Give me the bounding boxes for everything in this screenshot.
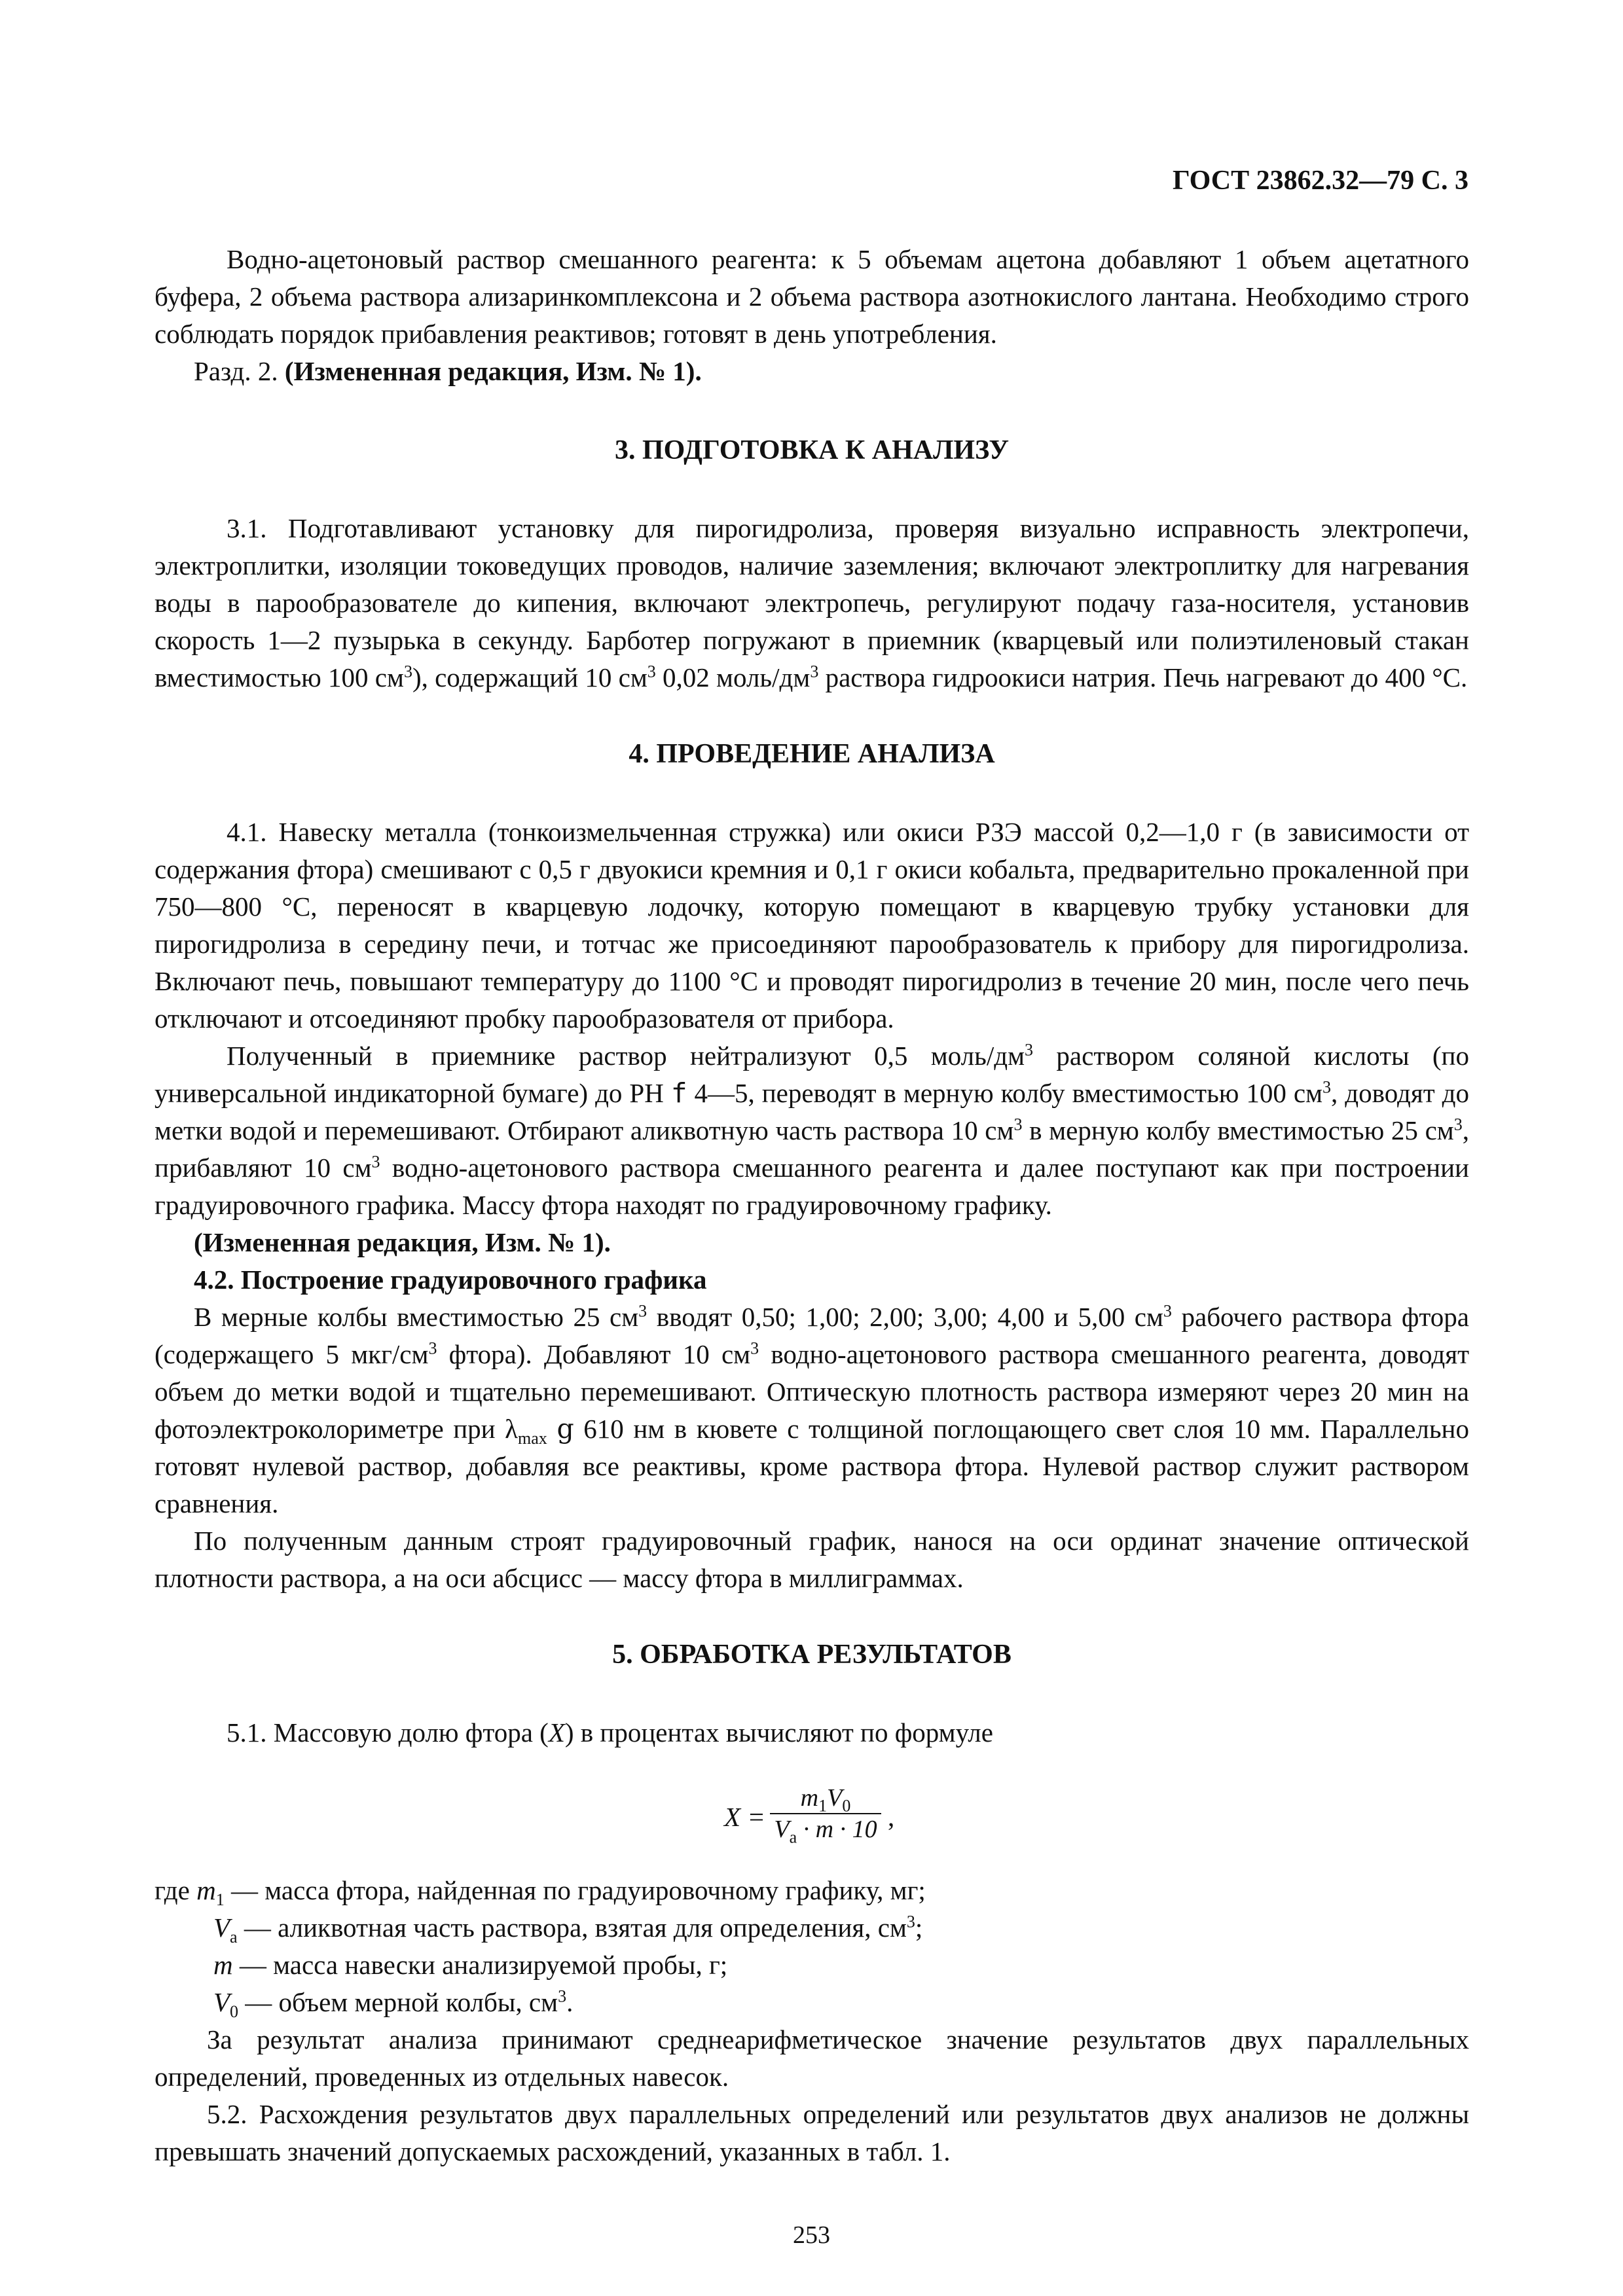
formula-lhs: X =	[724, 1802, 765, 1832]
definition-m: m — масса навески анализируемой пробы, г;	[213, 1950, 728, 1980]
mass-fraction-formula: X = $m_1V_0$ $V_а \cdot m \cdot 10$ ,	[724, 1784, 895, 1847]
definition-v0: $V_0$ — объем мерной колбы, $см^3$.	[213, 1986, 574, 2022]
section4-2-title: 4.2. Построение градуировочного графика	[194, 1265, 707, 1295]
section4-paragraph-2: Полученный в приемнике раствор нейтрализуют 0,5 моль/$дм^3$ раствором соляной кислоты (по универсальной индикаторной бумаге) до РН f 4—5, переводят в мерную колбу вместимостью 100 $см^3$, доводят до метки водой и перемешивают. Отбирают аликвотную часть раствора 10 $см^3$ в мерную колбу вместимостью 25 $см^3$, прибавляют 10 $см^3$ водно-ацетонового раствора смешанного реагента и далее поступают как при построении градуировочного графика. Массу фтора находят по градуировочному графику.	[155, 1040, 1470, 1220]
formula-fraction	[770, 1783, 881, 1847]
section4-2-paragraph-2: По полученным данным строят градуировочный график, нанося на оси ординат значение оптической плотности раствора, а на оси абсцисс — массу фтора в миллиграммах.	[155, 1526, 1469, 1593]
ph-symbol: f	[670, 1077, 687, 1109]
definition-m1: где $m_1$ — масса фтора, найденная по градуировочному графику, мг;	[155, 1875, 926, 1910]
formula-numerator: $m_1V_0$	[770, 1783, 881, 1814]
page-number: 253	[793, 2221, 830, 2249]
section5-paragraph-2: За результат анализа принимают среднеарифметическое значение результатов двух параллельных определений, проведенных из отдельных навесок.	[155, 2024, 1469, 2092]
section5-paragraph-1: 5.1. Массовую долю фтора (X) в процентах вычисляют по формуле	[227, 1717, 993, 1748]
intro-paragraph: Водно-ацетоновый раствор смешанного реагента: к 5 объемам ацетона добавляют 1 объем ацетатного буфера, 2 объема раствора ализаринкомплексона и 2 объема раствора азотнокислого лантана. Необходимо строго соблюдать порядок прибавления реактивов; готовят в день употребления.	[155, 244, 1469, 349]
definition-va: $V_а$ — аликвотная часть раствора, взятая для определения, $см^3$;	[213, 1912, 923, 1947]
section3-title: 3. ПОДГОТОВКА К АНАЛИЗУ	[614, 435, 1010, 465]
document-body	[155, 241, 1469, 2170]
formula-denominator: $V_а \cdot m \cdot 10$	[774, 1816, 877, 1847]
formula-definitions	[155, 1872, 1469, 2021]
section4-2-paragraph-1: В мерные колбы вместимостью 25 $см^3$ вводят 0,50; 1,00; 2,00; 3,00; 4,00 и 5,00 $см^3$ рабочего раствора фтора (содержащего 5 мкг/$см^3$ фтора). Добавляют 10 $см^3$ водно-ацетонового раствора смешанного реагента, доводят объем до метки водой и тщательно перемешивают. Оптическую плотность раствора измеряют через 20 мин на фотоэлектроколориметре при $\lambda_{max}$ ց 610 нм в кювете с толщиной поглощающего свет слоя 10 мм. Параллельно готовят нулевой раствор, добавляя все реактивы, кроме раствора фтора. Нулевой раствор служит раствором сравнения.	[155, 1301, 1469, 1518]
section4-edition-note: (Измененная редакция, Изм. № 1).	[194, 1227, 611, 1257]
section2-edition-note: Разд. 2. (Измененная редакция, Изм. № 1).	[194, 356, 702, 386]
section5-paragraph-3: 5.2. Расхождения результатов двух параллельных определений или результатов двух анализов не должны превышать значений допускаемых расхождений, указанных в табл. 1.	[155, 2099, 1469, 2166]
section4-title: 4. ПРОВЕДЕНИЕ АНАЛИЗА	[629, 739, 995, 769]
page-header: ГОСТ 23862.32—79 С. 3	[1172, 166, 1468, 196]
section3-paragraph: 3.1. Подготавливают установку для пирогидролиза, проверяя визуально исправность электропечи, электроплитки, изоляции токоведущих проводов, наличие заземления; включают электроплитку для нагревания воды в парообразователе до кипения, включают электропечь, регулируют подачу газа-носителя, установив скорость 1—2 пузырька в секунду. Барботер погружают в приемник (кварцевый или полиэтиленовый стакан вместимостью 100 $см^3$), содержащий 10 $см^3$ 0,02 моль/$дм^3$ раствора гидроокиси натрия. Печь нагревают до 400 °С.	[155, 513, 1469, 692]
section4-paragraph-1: 4.1. Навеску металла (тонкоизмельченная стружка) или окиси РЗЭ массой 0,2—1,0 г (в зависимости от содержания фтора) смешивают с 0,5 г двуокиси кремния и 0,1 г окиси кобальта, предварительно прокаленной при 750—800 °С, переносят в кварцевую лодочку, которую помещают в кварцевую трубку установки для пирогидролиза в середину печи, и тотчас же присоединяют парообразователь к прибору для пирогидролиза. Включают печь, повышают температуру до 1100 °С и проводят пирогидролиз в течение 20 мин, после чего печь отключают и отсоединяют пробку парообразователя от прибора.	[155, 817, 1469, 1033]
section5-title: 5. ОБРАБОТКА РЕЗУЛЬТАТОВ	[612, 1640, 1012, 1670]
